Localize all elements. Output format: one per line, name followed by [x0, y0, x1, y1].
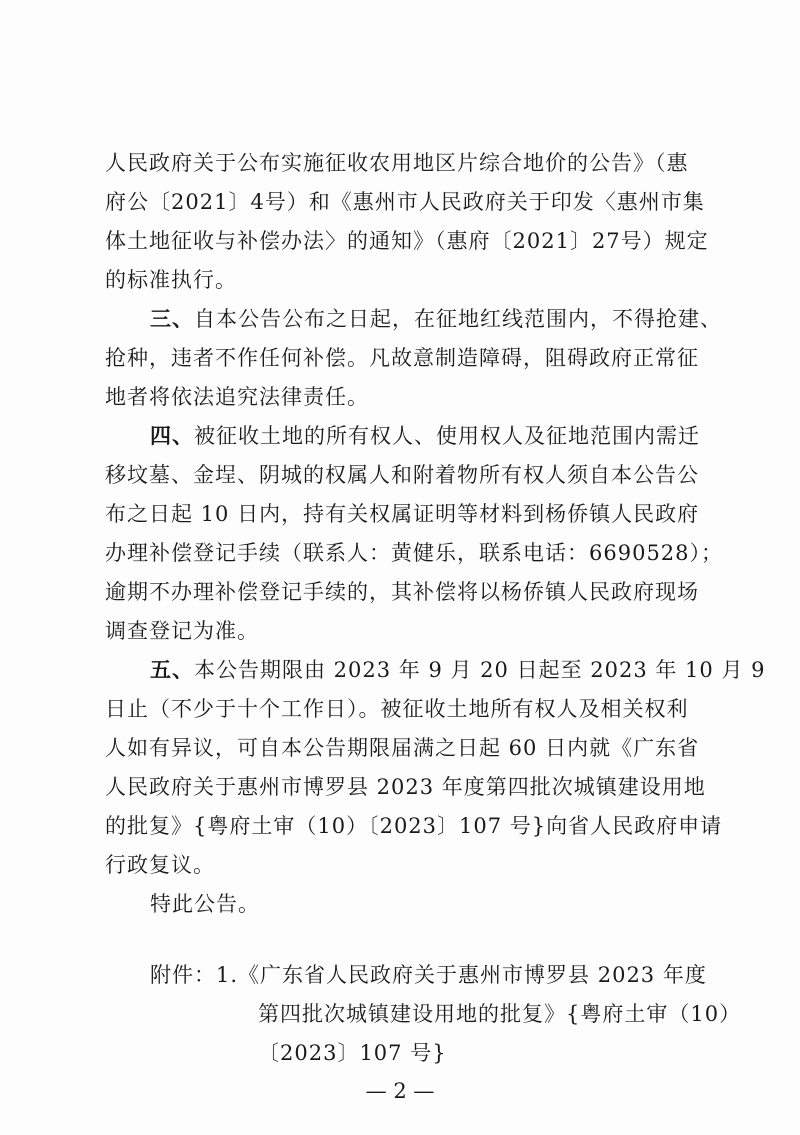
section-4-line: 办理补偿登记手续（联系人：黄健乐，联系电话：6690528）；: [105, 541, 724, 565]
section-4-text: 被征收土地的所有权人、使用权人及征地范围内需迁: [194, 424, 700, 448]
closing-text: 特此公告。: [150, 892, 260, 916]
section-4-first-line: [150, 421, 750, 451]
attachment-text: 《广东省人民政府关于惠州市博罗县 2023 年度: [238, 963, 707, 987]
section-3-line: 地者将依法追究法律责任。: [105, 385, 369, 409]
attachment-first-line: [150, 960, 750, 990]
attachment-line: 〔2023〕107 号}: [258, 1041, 447, 1065]
section-4-line: 布之日起 10 日内，持有关权属证明等材料到杨侨镇人民政府: [105, 502, 700, 526]
section-5-line: 行政复议。: [105, 853, 215, 877]
section-5-line: 人民政府关于惠州市博罗县 2023 年度第四批次城镇建设用地: [105, 775, 706, 799]
section-5-text: 本公告期限由 2023 年 9 月 20 日起至 2023 年 10 月 9: [194, 658, 766, 682]
section-3-line: 抢种，违者不作任何补偿。凡故意制造障碍，阻碍政府正常征: [105, 346, 699, 370]
section-4-line: 调查登记为准。: [105, 619, 259, 643]
page-number: — 2 —: [365, 1079, 435, 1103]
section-3-first-line: [150, 304, 750, 334]
paragraph-line: 体土地征收与补偿办法〉的通知》（惠府〔2021〕27号）规定: [105, 229, 709, 253]
section-5-first-line: [150, 655, 766, 685]
section-5-line: 的批复》{粤府土审（10）〔2023〕107 号}向省人民政府申请: [105, 814, 723, 838]
section-5-line: 人如有异议，可自本公告期限届满之日起 60 日内就《广东省: [105, 736, 700, 760]
section-5-heading: 五、: [150, 657, 194, 682]
section-3-text: 自本公告公布之日起，在征地红线范围内，不得抢建、: [194, 307, 722, 331]
section-4-line: 移坟墓、金埕、阴城的权属人和附着物所有权人须自本公告公: [105, 463, 699, 487]
paragraph-line: 的标准执行。: [105, 268, 237, 292]
paragraph-line: 府公〔2021〕4号）和《惠州市人民政府关于印发〈惠州市集: [105, 190, 705, 214]
section-3-heading: 三、: [150, 306, 194, 331]
attachment-line: 第四批次城镇建设用地的批复》{粤府土审（10）: [258, 1002, 742, 1026]
section-4-line: 逾期不办理补偿登记手续的，其补偿将以杨侨镇人民政府现场: [105, 580, 699, 604]
attachment-label: 附件：1.: [150, 963, 239, 987]
section-5-line: 日止（不少于十个工作日）。被征收土地所有权人及相关权利: [105, 697, 689, 721]
paragraph-line: 人民政府关于公布实施征收农用地区片综合地价的公告》（惠: [105, 151, 689, 175]
section-4-heading: 四、: [150, 423, 194, 448]
